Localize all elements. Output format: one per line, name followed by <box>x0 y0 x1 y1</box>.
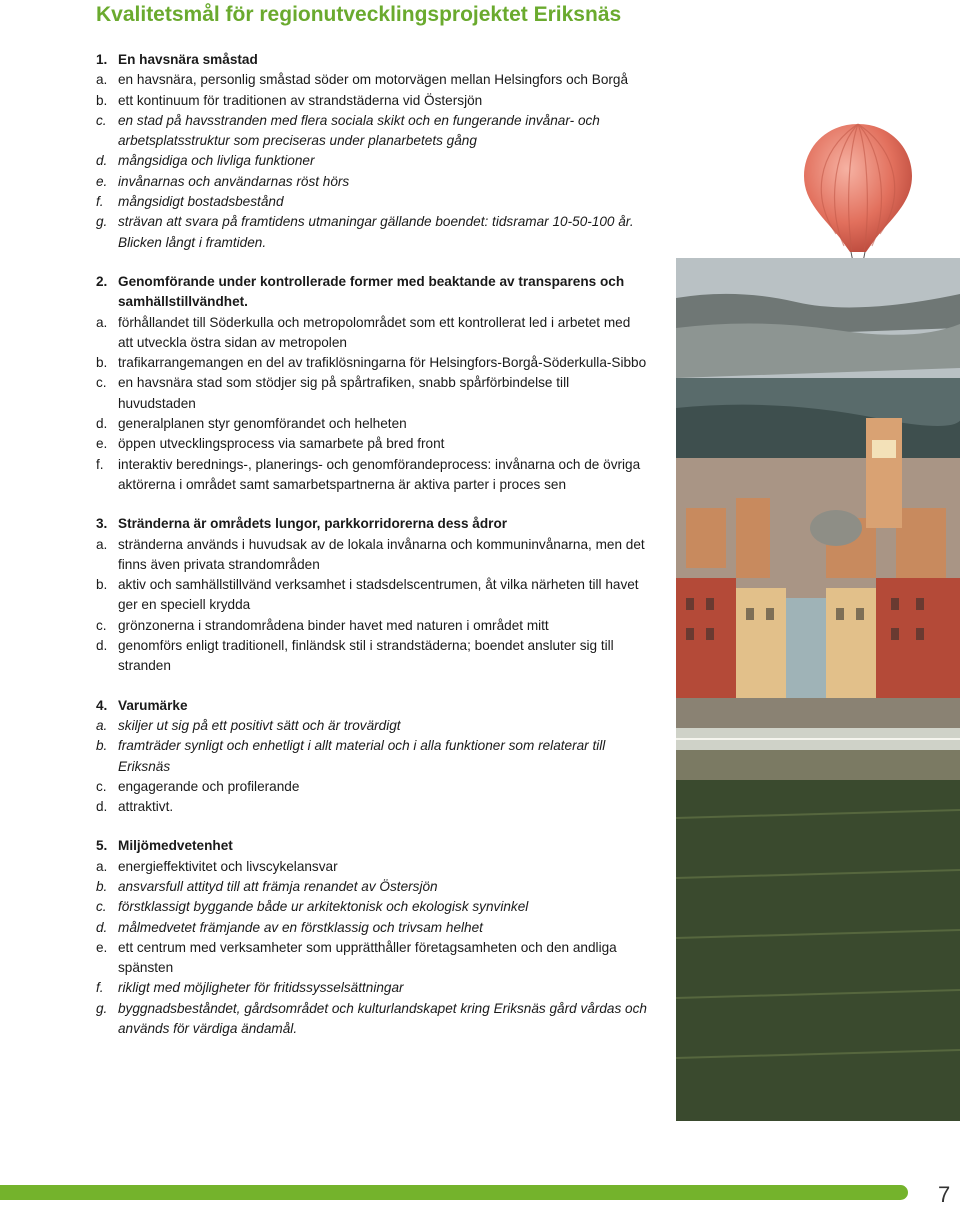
list-item-text: energieffektivitet och livscykelansvar <box>118 858 338 874</box>
list-item-marker: d. <box>96 638 108 654</box>
list-item-marker: e. <box>96 939 108 955</box>
list-item-text: genomförs enligt traditionell, finländsk stil i strandstäderna; boendet ansluter sig till stranden <box>118 638 614 674</box>
list-item-marker: g. <box>96 1000 108 1016</box>
list-item-marker: a. <box>96 717 108 733</box>
collage-picture <box>676 258 960 1121</box>
list-item <box>96 70 648 90</box>
list-item <box>96 777 648 797</box>
section-heading <box>96 272 648 313</box>
section-5 <box>96 836 648 1039</box>
list-item <box>96 877 648 897</box>
list-item-text: byggnadsbeståndet, gårdsområdet och kulturlandskapet kring Eriksnäs gård vårdas och används för värdiga ändamål. <box>118 1000 647 1037</box>
list-item-text: en stad på havsstranden med flera sociala skikt och en fungerande invånar- och arbetsplatsstruktur som preciseras under planarbetets gång <box>118 112 600 149</box>
list-item <box>96 978 648 998</box>
list-item-marker: d. <box>96 416 108 432</box>
quality-goals-list <box>96 50 648 1058</box>
list-item-marker: b. <box>96 738 108 754</box>
list-item-marker: b. <box>96 92 108 108</box>
section-heading-text: Miljömedvetenhet <box>118 838 233 854</box>
list-item-marker: c. <box>96 617 107 633</box>
list-item-marker: d. <box>96 919 108 935</box>
list-item-marker: g. <box>96 214 108 230</box>
list-item-marker: c. <box>96 778 107 794</box>
list-item-marker: c. <box>96 112 107 128</box>
list-item-text: ett centrum med verksamheter som upprätthåller företagsamheten och den andliga spänsten <box>118 939 617 976</box>
footer-bar <box>0 1185 908 1200</box>
list-item-marker: f. <box>96 980 104 996</box>
list-item-marker: d. <box>96 799 108 815</box>
list-item-marker: e. <box>96 173 108 189</box>
list-item <box>96 313 648 354</box>
list-item-text: ett kontinuum för traditionen av strandstäderna vid Östersjön <box>118 92 483 108</box>
list-item-marker: b. <box>96 878 108 894</box>
section-number: 5. <box>96 838 108 854</box>
section-number: 4. <box>96 697 108 713</box>
section-heading <box>96 696 648 716</box>
list-item-text: förstklassigt byggande både ur arkitektonisk och ekologisk synvinkel <box>118 899 529 915</box>
section-heading-text: Genomförande under kontrollerade former med beaktande av transparens och samhällstillvändhet. <box>118 273 625 310</box>
list-item-text: stränderna används i huvudsak av de lokala invånarna och kommuninvånarna, men det finns även privata strandområden <box>118 536 645 572</box>
page-number: 7 <box>938 1182 951 1207</box>
list-item-text: generalplanen styr genomförandet och helheten <box>118 416 407 432</box>
list-item <box>96 373 648 414</box>
list-item-text: grönzonerna i strandområdena binder havet med naturen i området mitt <box>118 617 549 633</box>
list-item-marker: a. <box>96 536 108 552</box>
list-item-marker: a. <box>96 72 108 88</box>
list-item <box>96 736 648 777</box>
list-item-marker: b. <box>96 577 108 593</box>
section-heading <box>96 514 648 534</box>
list-item-text: strävan att svara på framtidens utmaningar gällande boendet: tidsramar 10-50-100 år. Blicken långt i framtiden. <box>118 214 634 250</box>
list-item-text: invånarnas och användarnas röst hörs <box>118 173 350 189</box>
section-number: 2. <box>96 273 108 289</box>
list-item-marker: d. <box>96 153 108 169</box>
section-4 <box>96 696 648 818</box>
list-item <box>96 797 648 817</box>
list-item-text: aktiv och samhällstillvänd verksamhet i stadsdelscentrumen, åt vilka närheten till havet ger en speciell krydda <box>118 577 639 613</box>
list-item-text: ansvarsfull attityd till att främja renandet av Östersjön <box>118 878 438 894</box>
list-item-text: skiljer ut sig på ett positivt sätt och är trovärdigt <box>118 717 401 733</box>
list-item-text: mångsidiga och livliga funktioner <box>118 153 315 169</box>
list-item-text: förhållandet till Söderkulla och metropolområdet som ett kontrollerat led i arbetet med att utveckla östra sidan av metropolen <box>118 314 631 350</box>
list-item <box>96 716 648 736</box>
page-title: Kvalitetsmål för regionutvecklingsprojektet Eriksnäs <box>96 3 622 26</box>
list-item <box>96 151 648 171</box>
list-item-marker: c. <box>96 375 107 391</box>
list-item-text: engagerande och profilerande <box>118 778 300 794</box>
section-3 <box>96 514 648 676</box>
list-item-text: rikligt med möjligheter för fritidssysselsättningar <box>118 980 404 996</box>
list-item <box>96 636 648 677</box>
section-1 <box>96 50 648 253</box>
list-item <box>96 575 648 616</box>
list-item-text: mångsidigt bostadsbestånd <box>118 194 284 210</box>
list-item <box>96 111 648 152</box>
list-item-text: en havsnära, personlig småstad söder om motorvägen mellan Helsingfors och Borgå <box>118 72 629 88</box>
list-item <box>96 616 648 636</box>
list-item-text: framträder synligt och enhetligt i allt material och i alla funktioner som relaterar till Eriksnäs <box>118 738 606 774</box>
section-2 <box>96 272 648 495</box>
list-item <box>96 897 648 917</box>
list-item-text: attraktivt. <box>118 799 174 815</box>
list-item-text: en havsnära stad som stödjer sig på spårtrafiken, snabb spårförbindelse till huvudstaden <box>118 375 570 411</box>
section-number: 3. <box>96 516 108 532</box>
list-item-text: öppen utvecklingsprocess via samarbete på bred front <box>118 436 445 452</box>
section-number: 1. <box>96 52 108 67</box>
section-heading-text: En havsnära småstad <box>118 52 258 67</box>
list-item-marker: f. <box>96 194 104 210</box>
hot-air-balloon <box>802 122 914 274</box>
list-item <box>96 434 648 454</box>
list-item <box>96 212 648 253</box>
list-item <box>96 535 648 576</box>
list-item <box>96 353 648 373</box>
list-item <box>96 918 648 938</box>
section-heading-text: Stränderna är områdets lungor, parkkorridorerna dess ådror <box>118 516 508 532</box>
section-heading <box>96 50 648 70</box>
section-heading <box>96 836 648 856</box>
list-item-marker: f. <box>96 456 104 472</box>
list-item-text: interaktiv berednings-, planerings- och genomförandeprocess: invånarna och de övriga aktörerna i området samt samarbetspartnerna är aktiva parter i proces sen <box>118 456 641 492</box>
list-item <box>96 91 648 111</box>
list-item-marker: c. <box>96 899 107 915</box>
section-heading-text: Varumärke <box>118 697 188 713</box>
list-item-marker: a. <box>96 858 108 874</box>
list-item <box>96 857 648 877</box>
list-item-marker: e. <box>96 436 108 452</box>
list-item <box>96 455 648 496</box>
list-item <box>96 192 648 212</box>
list-item <box>96 172 648 192</box>
list-item-marker: b. <box>96 355 108 371</box>
list-item-text: målmedvetet främjande av en förstklassig och trivsam helhet <box>118 919 483 935</box>
list-item <box>96 999 648 1040</box>
list-item <box>96 414 648 434</box>
list-item-text: trafikarrangemangen en del av trafiklösningarna för Helsingfors-Borgå-Söderkulla-Sibbo <box>118 355 647 371</box>
list-item-marker: a. <box>96 314 108 330</box>
list-item <box>96 938 648 979</box>
